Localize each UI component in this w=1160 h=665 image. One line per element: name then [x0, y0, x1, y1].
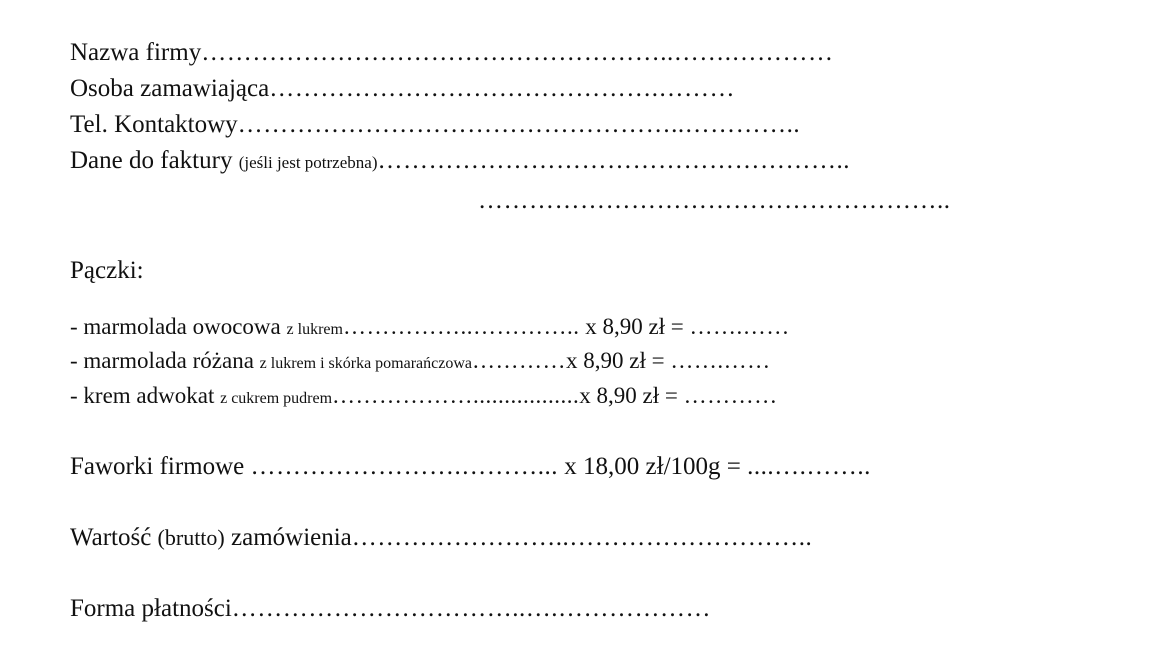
order-value-label-c: zamówienia	[224, 524, 352, 551]
paczki-item-2	[70, 346, 771, 379]
phone-line	[70, 110, 800, 140]
paczki-item-note: z cukrem pudrem	[220, 390, 333, 407]
paczki-result-field[interactable]: …………	[683, 383, 778, 408]
paczki-item-name: - krem adwokat	[70, 383, 221, 408]
company-name-field[interactable]: ………………………………………………..…….…………	[201, 39, 834, 66]
paczki-heading: Pączki:	[70, 257, 144, 284]
paczki-quantity-field[interactable]: ……………..…………..	[342, 314, 580, 339]
paczki-item-name: - marmolada różana	[70, 348, 260, 373]
faworki-line	[70, 452, 871, 482]
paczki-item-1	[70, 312, 790, 345]
paczki-result-field[interactable]: …….……	[670, 348, 771, 373]
paczki-quantity-field[interactable]: …………	[472, 348, 567, 373]
paczki-item-name: - marmolada owocowa	[70, 314, 287, 339]
order-value-field[interactable]: ……………………..………………………..	[351, 524, 813, 551]
paczki-quantity-field[interactable]: ……………….................	[332, 383, 580, 408]
invoice-line-2	[478, 186, 951, 216]
order-value-label-a: Wartość	[70, 524, 158, 551]
faworki-price: x 18,00 zł/100g =	[558, 453, 748, 480]
paczki-item-price: x 8,90 zł =	[579, 314, 690, 339]
phone-label: Tel. Kontaktowy	[70, 111, 238, 138]
invoice-label: Dane do faktury	[70, 147, 239, 174]
payment-field[interactable]: ……………………………..….………………	[231, 595, 712, 622]
orderer-field[interactable]: ……………………………………….………	[269, 75, 735, 102]
paczki-item-price: x 8,90 zł =	[579, 383, 684, 408]
payment-line	[70, 594, 711, 624]
invoice-line	[70, 146, 850, 178]
payment-label: Forma płatności	[70, 595, 232, 622]
faworki-result-field[interactable]: ....….……..	[747, 453, 871, 480]
invoice-field-2[interactable]: ………………………………………………..	[478, 187, 951, 214]
invoice-note: (jeśli jest potrzebna)	[238, 153, 378, 172]
paczki-result-field[interactable]: …….……	[689, 314, 790, 339]
paczki-item-3	[70, 381, 778, 414]
company-name-label: Nazwa firmy	[70, 39, 202, 66]
paczki-item-note: z lukrem i skórka pomarańczowa	[259, 355, 473, 372]
faworki-quantity-field[interactable]: …………………….………...	[250, 453, 559, 480]
faworki-label: Faworki firmowe	[70, 453, 251, 480]
invoice-field[interactable]: ………………………………………………..	[377, 147, 850, 174]
paczki-item-note: z lukrem	[286, 321, 343, 338]
orderer-label: Osoba zamawiająca	[70, 75, 270, 102]
company-name-line	[70, 38, 833, 68]
order-value-label-b: (brutto)	[157, 525, 225, 550]
paczki-item-price: x 8,90 zł =	[566, 348, 671, 373]
order-value-line	[70, 523, 812, 553]
phone-field[interactable]: ……………………………………………..…………..	[237, 111, 801, 138]
orderer-line	[70, 74, 735, 104]
